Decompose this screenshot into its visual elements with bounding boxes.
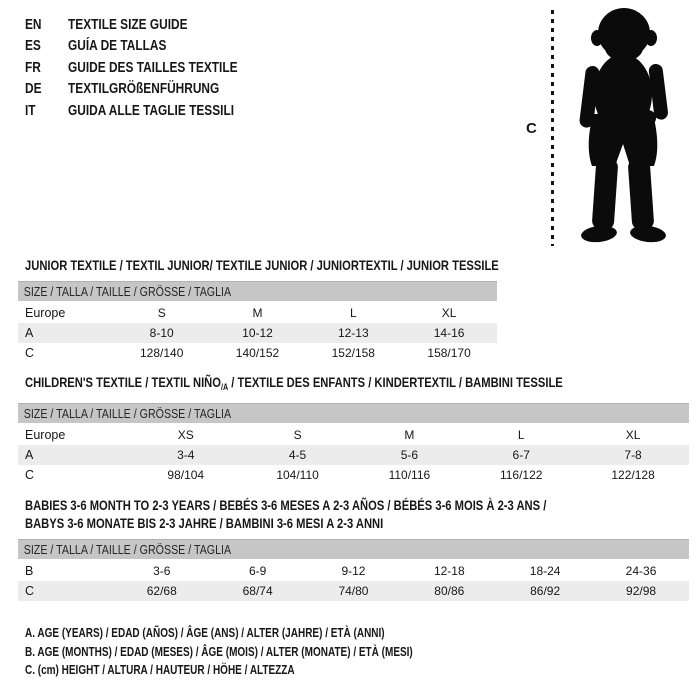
row-label: Europe	[25, 306, 66, 320]
table-row	[18, 302, 497, 323]
junior-size-table	[18, 281, 497, 363]
cell: 128/140	[140, 346, 184, 360]
cell: XL	[625, 428, 641, 442]
language-code: IT	[25, 102, 36, 119]
cell: 24-36	[625, 564, 657, 578]
note-height-cm: C. (cm) HEIGHT / ALTURA / HAUTEUR / HÖHE / ALTEZZA	[25, 663, 295, 677]
cell: 116/122	[499, 468, 543, 482]
row-label: B	[25, 564, 34, 578]
row-label: A	[18, 323, 114, 343]
babies-section-title: BABIES 3-6 MONTH TO 2-3 YEARS / BEBÉS 3-6 MESES A 2-3 AÑOS / BÉBÉS 3-6 MOIS À 2-3 ANS / BABYS 3-6 MONATE BIS 2-3 JAHRE / BAMBINI 3-6 MESI A 2-3 ANNI	[25, 497, 547, 531]
cell: 4-5	[242, 445, 354, 465]
cell: 86/92	[497, 581, 593, 601]
guide-title-it: GUIDA ALLE TAGLIE TESSILI	[68, 102, 235, 119]
row-label: C	[25, 346, 35, 360]
cell: S	[293, 428, 302, 442]
junior-section-title: JUNIOR TEXTILE / TEXTIL JUNIOR/ TEXTILE JUNIOR / JUNIORTEXTIL / JUNIOR TESSILE	[25, 257, 499, 273]
cell: XL	[441, 306, 457, 320]
language-code: DE	[25, 81, 42, 98]
table-row	[18, 445, 689, 465]
cell: 6-9	[248, 564, 267, 578]
cell: 8-10	[114, 323, 210, 343]
table-row	[18, 581, 689, 601]
language-code: EN	[25, 17, 42, 33]
legend-notes	[25, 624, 510, 680]
cell: 140/152	[235, 346, 280, 360]
cell: 14-16	[401, 323, 497, 343]
size-header-bar: SIZE / TALLA / TAILLE / GRÖSSE / TAGLIA	[18, 540, 689, 561]
language-code: ES	[25, 38, 41, 55]
guide-title-fr: GUIDE DES TAILLES TEXTILE	[68, 59, 238, 76]
cell: 110/116	[388, 468, 431, 482]
cell: 80/86	[401, 581, 497, 601]
cell: 98/104	[167, 468, 205, 482]
cell: 74/80	[306, 581, 402, 601]
cell: XS	[177, 428, 194, 442]
cell: 3-4	[130, 445, 242, 465]
cell: S	[157, 306, 166, 320]
cell: 152/158	[331, 346, 375, 360]
row-label: C	[25, 468, 35, 482]
cell: 10-12	[210, 323, 306, 343]
guide-title-de: TEXTILGRÖßENFÜHRUNG	[68, 81, 220, 98]
cell: 6-7	[465, 445, 577, 465]
cell: 7-8	[577, 445, 689, 465]
cell: 12-18	[433, 564, 465, 578]
babies-size-table	[18, 539, 689, 601]
table-row	[18, 343, 497, 363]
note-age-months: B. AGE (MONTHS) / EDAD (MESES) / ÂGE (MOIS) / ALTER (MONATE) / ETÀ (MESI)	[25, 644, 413, 659]
table-row	[18, 323, 497, 343]
cell: 92/98	[593, 581, 689, 601]
table-row	[18, 560, 689, 581]
cell: M	[404, 428, 415, 442]
height-c-label: C	[526, 120, 537, 137]
row-label: Europe	[25, 428, 66, 442]
children-section-title: CHILDREN'S TEXTILE / TEXTIL $NIÑO_{/A}$ / TEXTILE DES ENFANTS / KINDERTEXTIL / BAMBINI TESSILE	[25, 374, 563, 392]
language-code: FR	[25, 59, 41, 76]
height-dashed-line	[551, 10, 554, 246]
cell: 158/170	[427, 346, 471, 360]
cell: 18-24	[529, 564, 561, 578]
cell: 62/68	[114, 581, 210, 601]
note-age-years: A. AGE (YEARS) / EDAD (AÑOS) / ÂGE (ANS) / ALTER (JAHRE) / ETÀ (ANNI)	[25, 626, 385, 640]
toddler-silhouette	[566, 6, 682, 246]
cell: M	[252, 306, 263, 320]
size-header-bar: SIZE / TALLA / TAILLE / GRÖSSE / TAGLIA	[18, 282, 497, 303]
height-measure-figure	[520, 6, 685, 248]
table-row	[18, 465, 689, 485]
cell: 3-6	[153, 564, 171, 578]
cell: 9-12	[341, 564, 366, 578]
row-label: C	[18, 581, 114, 601]
guide-title-es: GUÍA DE TALLAS	[68, 38, 167, 55]
cell: 104/110	[276, 468, 319, 482]
guide-title-en: TEXTILE SIZE GUIDE	[68, 17, 188, 33]
children-size-table	[18, 403, 689, 485]
cell: 122/128	[611, 468, 655, 482]
cell: L	[349, 306, 357, 320]
cell: 68/74	[210, 581, 306, 601]
cell: 12-13	[305, 323, 401, 343]
cell: 5-6	[353, 445, 465, 465]
row-label: A	[18, 445, 130, 465]
size-header-bar: SIZE / TALLA / TAILLE / GRÖSSE / TAGLIA	[18, 404, 689, 425]
cell: L	[517, 428, 525, 442]
table-row	[18, 424, 689, 445]
nino-a-subscript: /A	[220, 382, 229, 392]
